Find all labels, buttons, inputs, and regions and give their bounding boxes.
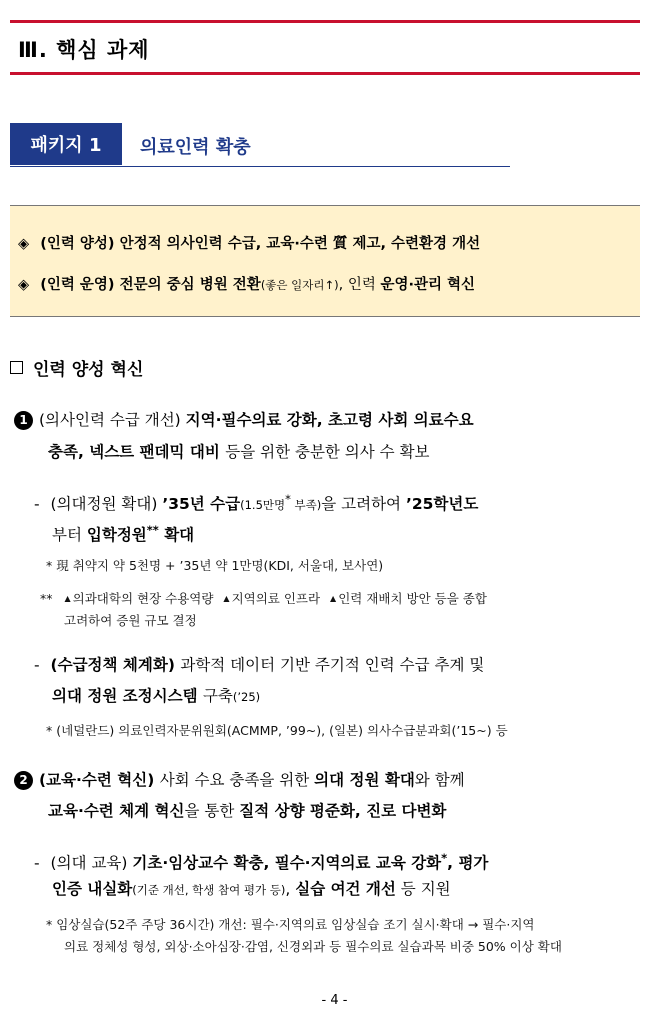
- triangle-bullet-icon: ▲: [64, 594, 71, 603]
- footnote-2: [40, 588, 487, 610]
- sub2-line1: [34, 650, 484, 680]
- sub1-text-2a: 부터: [52, 526, 87, 545]
- sub2-line2: [52, 681, 260, 712]
- item1-text: 지역·필수의료 강화, 초고령 사회 의료수요: [185, 411, 474, 429]
- sub3-text-2d: 실습 여건 개선: [295, 880, 396, 898]
- summary-text-2c: , 인력: [338, 277, 381, 293]
- top-rule-thick: [10, 20, 640, 23]
- sub1-text-2b: 입학정원: [86, 526, 147, 545]
- subsection-heading: [10, 355, 143, 380]
- footnote-1: * 現 취약지 약 5천명 + ’35년 약 1만명(KDI, 서울대, 보사연): [46, 558, 384, 573]
- sub3-line1: [34, 843, 488, 878]
- sub3-text-2b: (기준 개선, 학생 참여 평가 등): [132, 883, 286, 897]
- page-number: - 4 -: [321, 993, 348, 1008]
- footnote-2-t2: 지역의료 인프라: [231, 591, 321, 606]
- sub1-footnote-mark: *: [285, 492, 291, 506]
- sub3-text-d: , 평가: [447, 854, 489, 873]
- sub2-text-2a: 의대 정원 조정시스템: [52, 687, 203, 705]
- bottom-rule-thick: [10, 72, 640, 75]
- item2-label: (교육·수련 혁신): [39, 771, 160, 789]
- dash-bullet: -: [34, 495, 40, 514]
- sub3-text-2c: ,: [285, 880, 296, 898]
- sub1-text-c: (1.5만명: [240, 498, 286, 513]
- summary-text-1: (인력 양성) 안정적 의사인력 수급, 교육·수련 質 제고, 수련환경 개선: [40, 236, 481, 252]
- sub3-text-b: 기초·임상교수 확충, 필수·지역의료 교육 강화: [132, 854, 442, 873]
- summary-text-2d: 운영·관리 혁신: [380, 277, 476, 293]
- sub1-text-e: 부족): [290, 498, 322, 513]
- item2-text-b: 사회 수요 충족을 위한: [159, 771, 315, 789]
- square-bullet-icon: [10, 361, 23, 374]
- subsection-heading-text: 인력 양성 혁신: [33, 360, 144, 380]
- package-title: 의료인력 확충: [140, 137, 251, 158]
- item1-line1: [14, 405, 474, 435]
- item2-text-2b: 을 통한: [184, 802, 240, 820]
- sub1-label: (의대정원 확대): [50, 495, 163, 514]
- item2-line2: [48, 796, 446, 826]
- sub1-text-2d: 확대: [158, 526, 195, 545]
- triangle-bullet-icon: ▲: [330, 594, 337, 603]
- section-title: Ⅲ. 핵심 과제: [18, 38, 150, 62]
- sub1-text-g: ’25학년도: [405, 495, 479, 514]
- sub3-text-2a: 인증 내실화: [52, 880, 133, 898]
- summary-line-1: [18, 232, 480, 253]
- footnote-4-line1: * 임상실습(52주 주당 36시간) 개선: 필수·지역의료 임상실습 조기 실시·확대 → 필수·지역: [46, 917, 535, 932]
- footnote-2-t3: 인력 재배치 방안 등을 종합: [338, 591, 487, 606]
- sub3-footnote-mark: *: [441, 851, 448, 865]
- sub2-label: (수급정책 체계화): [50, 656, 181, 674]
- item1-label: (의사인력 수급 개선): [39, 411, 186, 429]
- summary-box: [10, 205, 640, 317]
- summary-line-2: [18, 273, 475, 294]
- sub2-text-b: 과학적 데이터 기반 주기적 인력 수급 추계 및: [180, 656, 485, 674]
- footnote-2-t1: 의과대학의 현장 수용역량: [72, 591, 214, 606]
- package-underline: [10, 166, 510, 167]
- item2-text-d: 와 함께: [414, 771, 465, 789]
- sub2-text-2c: (’25): [232, 690, 261, 704]
- sub1-text-f: 을 고려하여: [321, 495, 406, 514]
- sub2-text-2b: 구축: [202, 687, 233, 705]
- item2-text-2c: 질적 상향 평준화, 진로 다변화: [239, 802, 447, 820]
- sub1-text-b: ’35년 수급: [162, 495, 241, 514]
- item1-text-2b: 등을 위한 충분한 의사 수 확보: [225, 443, 430, 461]
- dash-bullet: -: [34, 656, 40, 674]
- sub1-line2: [52, 515, 194, 550]
- item2-line1: [14, 765, 465, 795]
- sub3-label: (의대 교육): [50, 854, 133, 873]
- sub1-footnote-mark-2: **: [146, 523, 159, 537]
- summary-text-2a: (인력 운영) 전문의 중심 병원 전환: [40, 277, 261, 293]
- item1-line2: [48, 437, 430, 467]
- footnote-2-mark: **: [40, 591, 53, 606]
- diamond-bullet-icon: ◈: [18, 236, 30, 252]
- sub3-text-2e: 등 지원: [395, 880, 451, 898]
- footnote-3: * (네덜란드) 의료인력자문위원회(ACMMP, ’99~), (일본) 의사수급분과회(’15~) 등: [46, 723, 508, 738]
- item2-text-2a: 교육·수련 체계 혁신: [48, 802, 185, 820]
- triangle-bullet-icon: ▲: [223, 594, 230, 603]
- item1-text-2a: 충족, 넥스트 팬데믹 대비: [48, 443, 226, 461]
- dash-bullet: -: [34, 854, 40, 873]
- footnote-2-line2: 고려하여 증원 규모 결정: [64, 613, 197, 628]
- footnote-4-line2: 의료 정체성 형성, 외상·소아심장·감염, 신경외과 등 필수의료 실습과목 비중 50% 이상 확대: [64, 939, 562, 954]
- circled-number-icon: 2: [14, 771, 33, 790]
- summary-text-2b: (좋은 일자리↑): [260, 278, 339, 292]
- sub3-line2: [52, 874, 451, 905]
- package-badge: 패키지 1: [10, 123, 122, 165]
- diamond-bullet-icon: ◈: [18, 277, 30, 293]
- circled-number-icon: 1: [14, 411, 33, 430]
- item2-text-c: 의대 정원 확대: [314, 771, 415, 789]
